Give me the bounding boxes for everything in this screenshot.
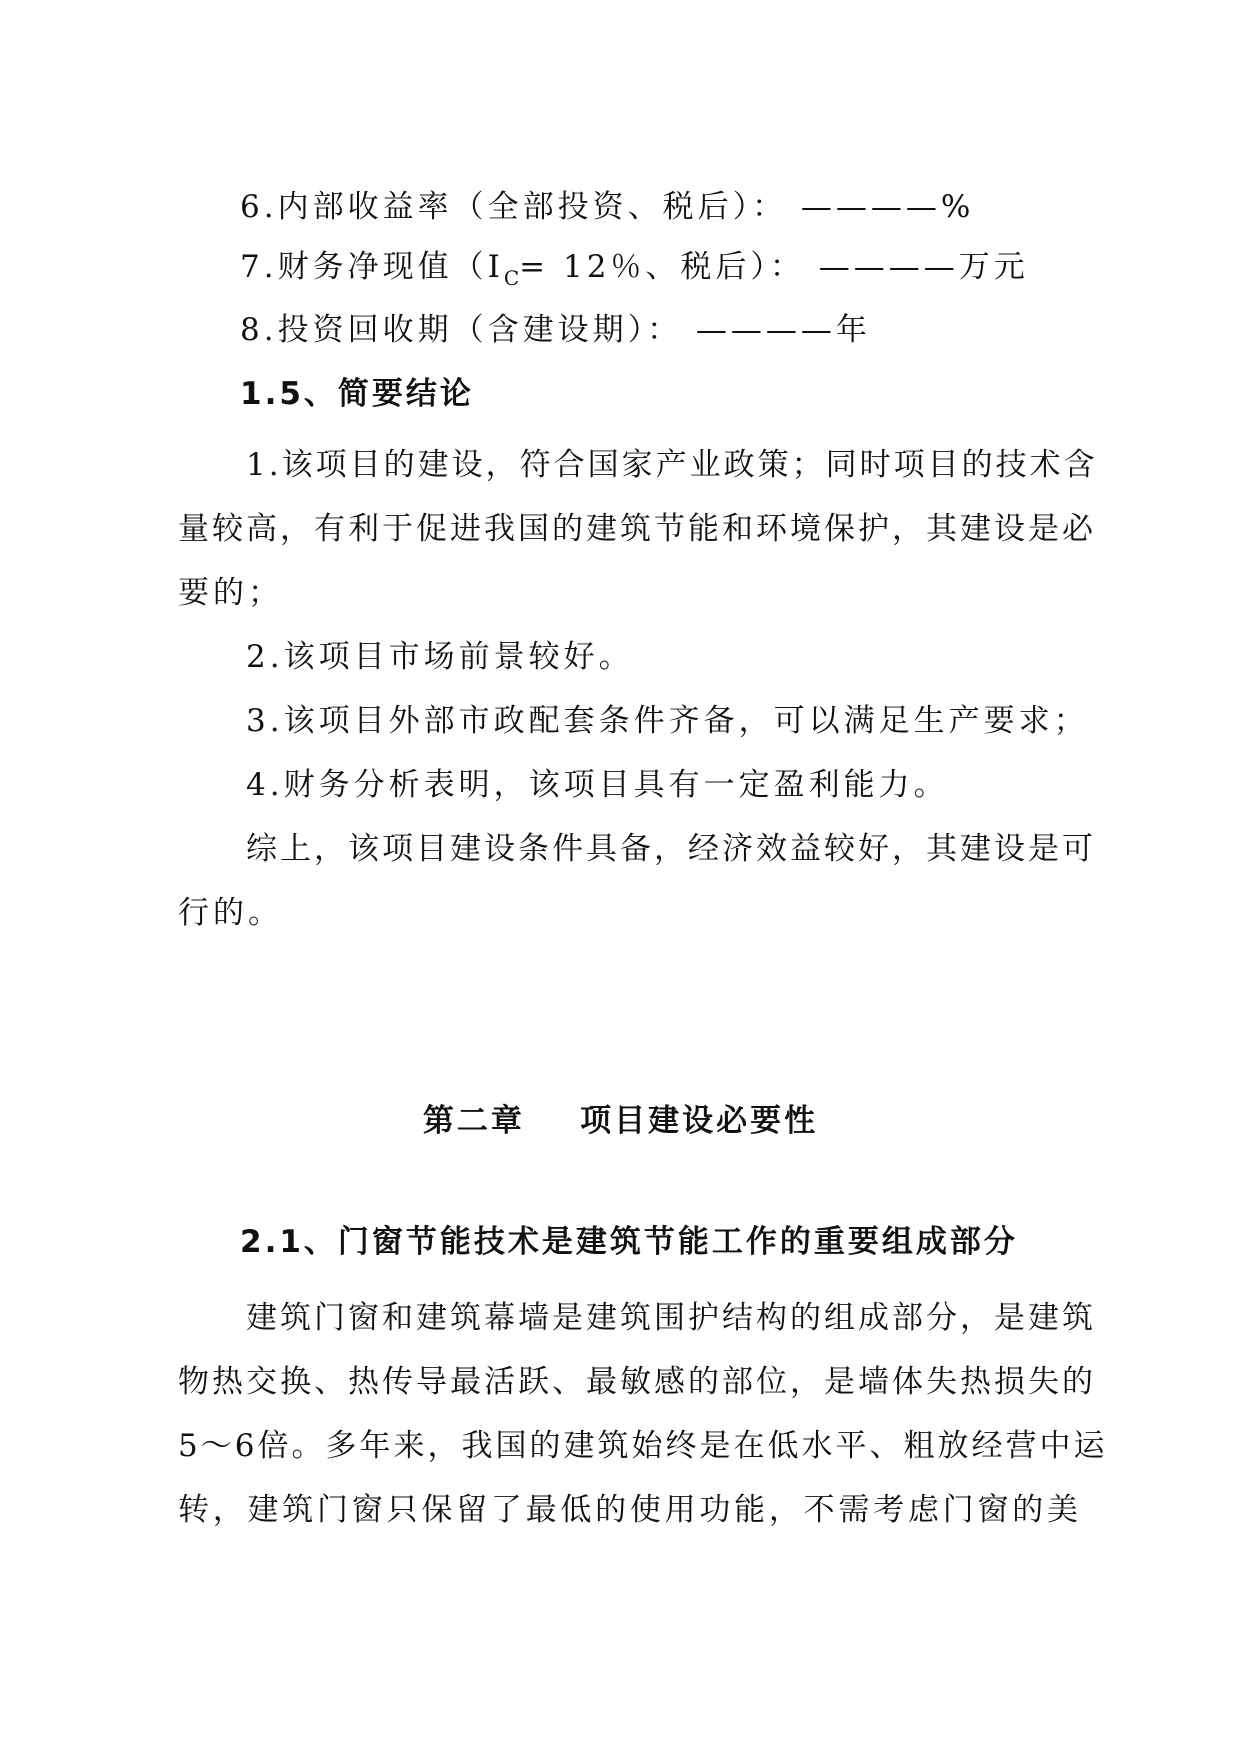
metric-irr: 6.内部收益率（全部投资、税后）： ————% (240, 189, 975, 225)
body-line-3: 5～6倍。多年来，我国的建筑始终是在低水平、粗放经营中运 (178, 1428, 1108, 1464)
body-line-1: 建筑门窗和建筑幕墙是建筑围护结构的组成部分，是建筑 (246, 1300, 1096, 1336)
conclusion-2: 2.该项目市场前景较好。 (246, 639, 634, 675)
metric-payback: 8.投资回收期（含建设期）： ————年 (240, 312, 871, 348)
body-line-4: 转，建筑门窗只保留了最低的使用功能，不需考虑门窗的美 (178, 1492, 1081, 1528)
section-heading-1-5: 1.5、简要结论 (240, 376, 474, 412)
metric-npv (240, 245, 1029, 300)
conclusion-3: 3.该项目外部市政配套条件齐备，可以满足生产要求； (246, 703, 1089, 739)
body-line-2: 物热交换、热传导最活跃、最敏感的部位，是墙体失热损失的 (178, 1364, 1096, 1400)
summary-line-2: 行的。 (178, 895, 283, 931)
conclusion-1-line-3: 要的； (178, 575, 283, 611)
conclusion-1-line-1: 1.该项目的建设，符合国家产业政策；同时项目的技术含 (246, 447, 1098, 483)
metric-npv-subscript: C (503, 266, 520, 290)
summary-line-1: 综上，该项目建设条件具备，经济效益较好，其建设是可 (246, 831, 1096, 867)
conclusion-1-line-2: 量较高，有利于促进我国的建筑节能和环境保护，其建设是必 (178, 511, 1096, 547)
metric-npv-prefix: 7.财务净现值（I (240, 249, 504, 285)
metric-npv-suffix: = 12％、税后）： ————万元 (519, 249, 1029, 285)
section-heading-2-1: 2.1、门窗节能技术是建筑节能工作的重要组成部分 (240, 1224, 1018, 1260)
chapter-title: 第二章 项目建设必要性 (422, 1103, 819, 1139)
conclusion-4: 4.财务分析表明，该项目具有一定盈利能力。 (246, 767, 949, 803)
